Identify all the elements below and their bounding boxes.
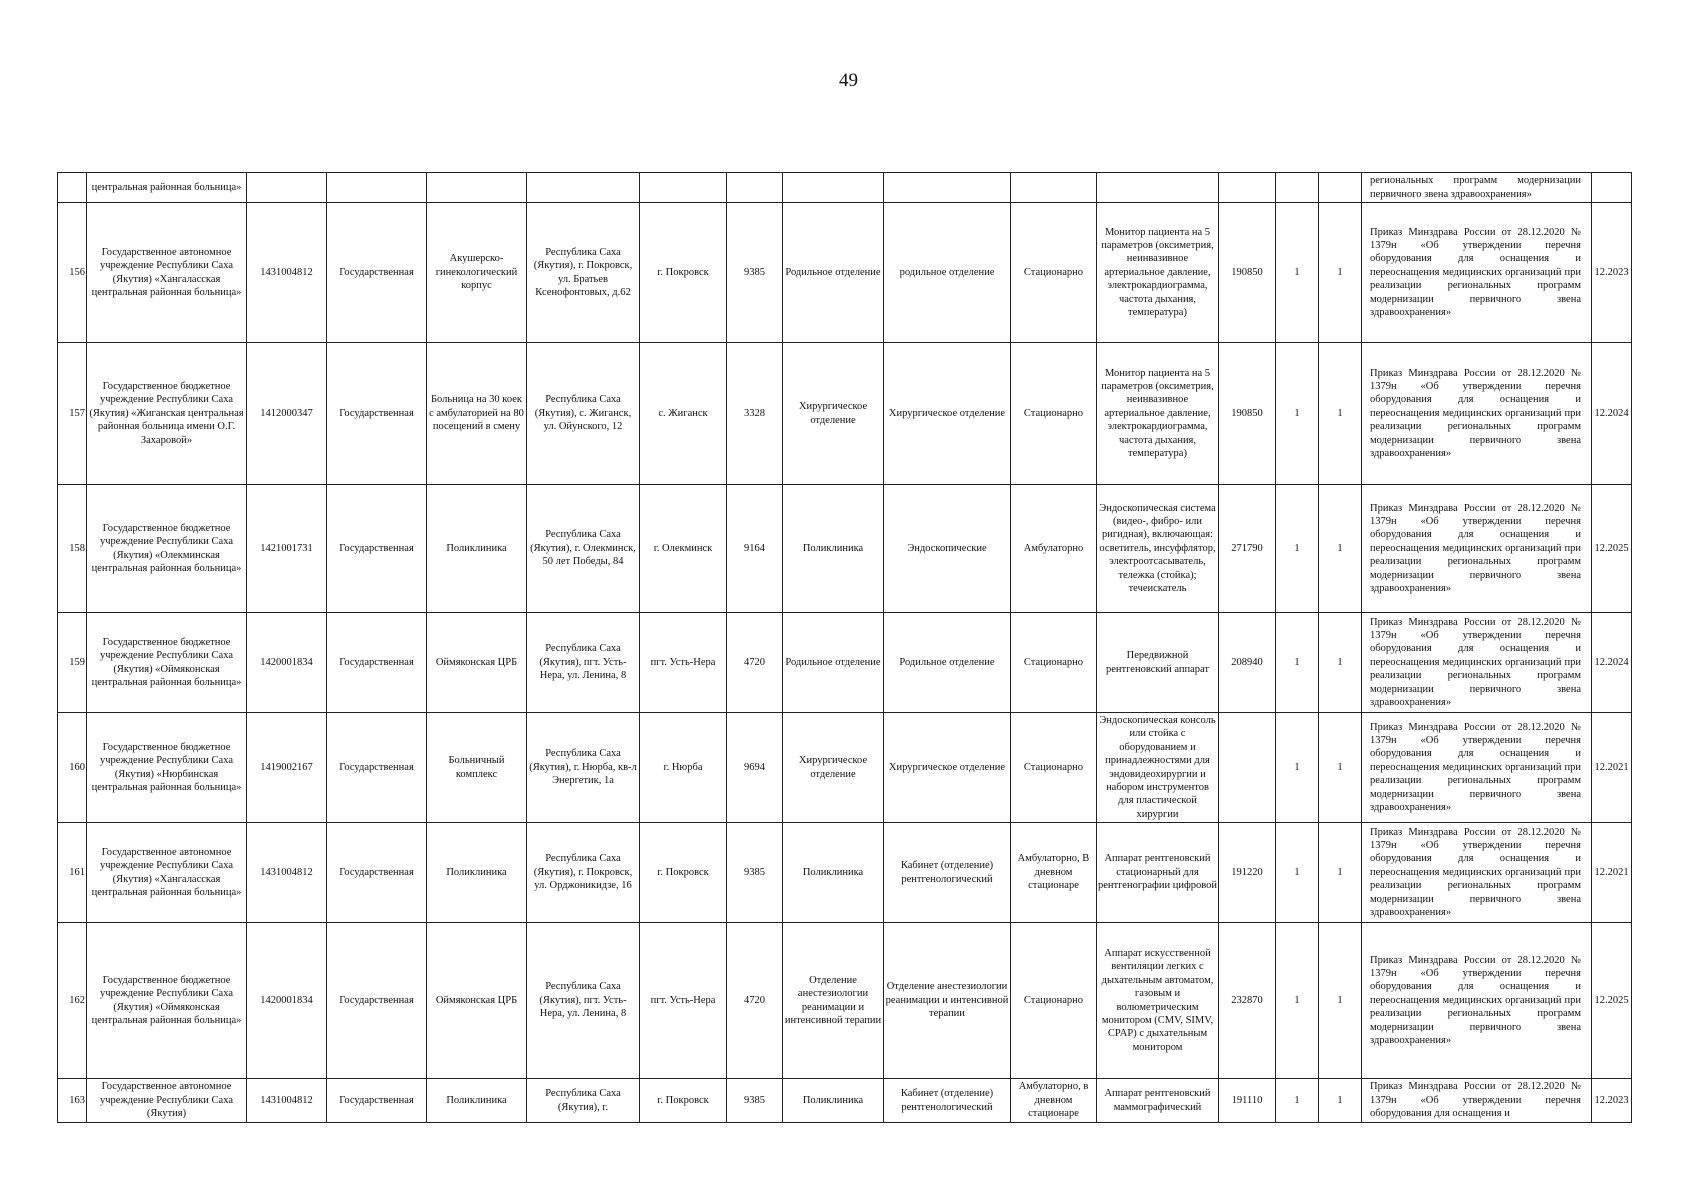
legal-basis: Приказ Минздрава России от 28.12.2020 № 1379н «Об утверждении перечня оборудования для оснащения и переоснащения медицинских организаций при реализации региональных программ модернизации первичного звена здравоохранения» — [1362, 713, 1592, 823]
delivery-date: 12.2025 — [1592, 485, 1632, 613]
table-row — [58, 823, 1632, 923]
locality-code: 4720 — [727, 923, 783, 1079]
quantity-total: 1 — [1319, 923, 1362, 1079]
table-row — [58, 923, 1632, 1079]
row-number: 158 — [58, 485, 87, 613]
locality-code: 9385 — [727, 1079, 783, 1123]
quantity-planned: 1 — [1276, 1079, 1319, 1123]
organization-inn: 1419002167 — [247, 713, 327, 823]
department-name: родильное отделение — [884, 203, 1011, 343]
ownership-form: Государственная — [327, 1079, 427, 1123]
legal-basis: Приказ Минздрава России от 28.12.2020 № 1379н «Об утверждении перечня оборудования для оснащения и переоснащения медицинских организаций при реализации региональных программ модернизации первичного звена здравоохранения» — [1362, 343, 1592, 485]
equipment-price — [1219, 173, 1276, 203]
quantity-planned: 1 — [1276, 823, 1319, 923]
locality: г. Покровск — [640, 203, 727, 343]
ownership-form: Государственная — [327, 923, 427, 1079]
legal-basis: Приказ Минздрава России от 28.12.2020 № 1379н «Об утверждении перечня оборудования для оснащения и переоснащения медицинских организаций при реализации региональных программ модернизации первичного звена здравоохранения» — [1362, 485, 1592, 613]
building-name: Оймяконская ЦРБ — [427, 923, 527, 1079]
ownership-form: Государственная — [327, 713, 427, 823]
equipment-price: 190850 — [1219, 203, 1276, 343]
row-number: 157 — [58, 343, 87, 485]
row-number: 156 — [58, 203, 87, 343]
quantity-total: 1 — [1319, 713, 1362, 823]
equipment-name: Передвижной рентгеновский аппарат — [1097, 613, 1219, 713]
table-row — [58, 485, 1632, 613]
locality: г. Покровск — [640, 1079, 727, 1123]
delivery-date: 12.2023 — [1592, 203, 1632, 343]
ownership-form: Государственная — [327, 613, 427, 713]
equipment-price — [1219, 713, 1276, 823]
organization-name: центральная районная больница» — [87, 173, 247, 203]
division-name: Родильное отделение — [783, 203, 884, 343]
quantity-total: 1 — [1319, 823, 1362, 923]
address: Республика Саха (Якутия), г. Покровск, ул. Орджоникидзе, 16 — [527, 823, 640, 923]
division-name: Отделение анестезиологии реанимации и интенсивной терапии — [783, 923, 884, 1079]
locality-code: 4720 — [727, 613, 783, 713]
equipment-price: 191220 — [1219, 823, 1276, 923]
department-name: Эндоскопические — [884, 485, 1011, 613]
organization-inn: 1420001834 — [247, 613, 327, 713]
division-name: Хирургическое отделение — [783, 713, 884, 823]
care-type: Стационарно — [1011, 613, 1097, 713]
table-row — [58, 713, 1632, 823]
building-name: Больничный комплекс — [427, 713, 527, 823]
ownership-form: Государственная — [327, 823, 427, 923]
delivery-date: 12.2023 — [1592, 1079, 1632, 1123]
address: Республика Саха (Якутия), пгт. Усть-Нера, ул. Ленина, 8 — [527, 923, 640, 1079]
delivery-date: 12.2024 — [1592, 613, 1632, 713]
row-number — [58, 173, 87, 203]
organization-inn: 1420001834 — [247, 923, 327, 1079]
legal-basis: региональных программ модернизации первичного звена здравоохранения» — [1362, 173, 1592, 203]
legal-basis: Приказ Минздрава России от 28.12.2020 № 1379н «Об утверждении перечня оборудования для оснащения и переоснащения медицинских организаций при реализации региональных программ модернизации первичного звена здравоохранения» — [1362, 823, 1592, 923]
locality-code: 9164 — [727, 485, 783, 613]
quantity-planned: 1 — [1276, 713, 1319, 823]
quantity-planned: 1 — [1276, 923, 1319, 1079]
locality: пгт. Усть-Нера — [640, 613, 727, 713]
equipment-name: Аппарат рентгеновский маммографический — [1097, 1079, 1219, 1123]
division-name: Хирургическое отделение — [783, 343, 884, 485]
table-row — [58, 613, 1632, 713]
legal-basis: Приказ Минздрава России от 28.12.2020 № 1379н «Об утверждении перечня оборудования для оснащения и — [1362, 1079, 1592, 1123]
equipment-name — [1097, 173, 1219, 203]
building-name — [427, 173, 527, 203]
table-row — [58, 1079, 1632, 1123]
division-name: Поликлиника — [783, 1079, 884, 1123]
care-type — [1011, 173, 1097, 203]
organization-name: Государственное автономное учреждение Республики Саха (Якутия) «Хангаласская центральная районная больница» — [87, 203, 247, 343]
equipment-name: Монитор пациента на 5 параметров (оксиметрия, неинвазивное артериальное давление, электрокардиограмма, частота дыхания, температура) — [1097, 203, 1219, 343]
department-name: Кабинет (отделение) рентгенологический — [884, 1079, 1011, 1123]
address: Республика Саха (Якутия), пгт. Усть-Нера, ул. Ленина, 8 — [527, 613, 640, 713]
organization-name: Государственное автономное учреждение Республики Саха (Якутия) — [87, 1079, 247, 1123]
locality — [640, 173, 727, 203]
address: Республика Саха (Якутия), г. Нюрба, кв-л Энергетик, 1а — [527, 713, 640, 823]
building-name: Акушерско-гинекологический корпус — [427, 203, 527, 343]
division-name: Поликлиника — [783, 823, 884, 923]
address: Республика Саха (Якутия), с. Жиганск, ул. Ойунского, 12 — [527, 343, 640, 485]
locality: г. Покровск — [640, 823, 727, 923]
equipment-price: 190850 — [1219, 343, 1276, 485]
row-number: 160 — [58, 713, 87, 823]
organization-inn — [247, 173, 327, 203]
address: Республика Саха (Якутия), г. Покровск, ул. Братьев Ксенофонтовых, д.62 — [527, 203, 640, 343]
delivery-date: 12.2024 — [1592, 343, 1632, 485]
locality-code: 9694 — [727, 713, 783, 823]
row-number: 162 — [58, 923, 87, 1079]
care-type: Амбулаторно, В дневном стационаре — [1011, 823, 1097, 923]
department-name: Хирургическое отделение — [884, 343, 1011, 485]
equipment-table — [57, 172, 1632, 1123]
table-row — [58, 203, 1632, 343]
quantity-total — [1319, 173, 1362, 203]
locality: с. Жиганск — [640, 343, 727, 485]
organization-name: Государственное бюджетное учреждение Республики Саха (Якутия) «Оймяконская центральная районная больница» — [87, 613, 247, 713]
quantity-total: 1 — [1319, 613, 1362, 713]
legal-basis: Приказ Минздрава России от 28.12.2020 № 1379н «Об утверждении перечня оборудования для оснащения и переоснащения медицинских организаций при реализации региональных программ модернизации первичного звена здравоохранения» — [1362, 923, 1592, 1079]
locality: г. Олекминск — [640, 485, 727, 613]
care-type: Стационарно — [1011, 203, 1097, 343]
quantity-planned — [1276, 173, 1319, 203]
equipment-name: Эндоскопическая система (видео-, фибро- или ригидная), включающая: осветитель, инсуффлятор, электроотсасыватель, тележка (стойка); течеискатель — [1097, 485, 1219, 613]
locality-code: 9385 — [727, 823, 783, 923]
ownership-form: Государственная — [327, 203, 427, 343]
address: Республика Саха (Якутия), г. — [527, 1079, 640, 1123]
organization-name: Государственное бюджетное учреждение Республики Саха (Якутия) «Жиганская центральная районная больница имени О.Г. Захаровой» — [87, 343, 247, 485]
row-number: 159 — [58, 613, 87, 713]
division-name — [783, 173, 884, 203]
locality: г. Нюрба — [640, 713, 727, 823]
equipment-price: 232870 — [1219, 923, 1276, 1079]
department-name: Отделение анестезиологии реанимации и интенсивной терапии — [884, 923, 1011, 1079]
equipment-price: 271790 — [1219, 485, 1276, 613]
building-name: Оймяконская ЦРБ — [427, 613, 527, 713]
equipment-price: 191110 — [1219, 1079, 1276, 1123]
quantity-total: 1 — [1319, 1079, 1362, 1123]
organization-name: Государственное бюджетное учреждение Республики Саха (Якутия) «Олекминская центральная районная больница» — [87, 485, 247, 613]
delivery-date: 12.2021 — [1592, 823, 1632, 923]
department-name: Кабинет (отделение) рентгенологический — [884, 823, 1011, 923]
equipment-name: Монитор пациента на 5 параметров (оксиметрия, неинвазивное артериальное давление, электрокардиограмма, частота дыхания, температура) — [1097, 343, 1219, 485]
organization-inn: 1421001731 — [247, 485, 327, 613]
organization-inn: 1431004812 — [247, 1079, 327, 1123]
organization-inn: 1431004812 — [247, 823, 327, 923]
department-name: Хирургическое отделение — [884, 713, 1011, 823]
quantity-planned: 1 — [1276, 203, 1319, 343]
department-name — [884, 173, 1011, 203]
building-name: Поликлиника — [427, 1079, 527, 1123]
address: Республика Саха (Якутия), г. Олекминск, 50 лет Победы, 84 — [527, 485, 640, 613]
quantity-planned: 1 — [1276, 485, 1319, 613]
building-name: Поликлиника — [427, 823, 527, 923]
equipment-price: 208940 — [1219, 613, 1276, 713]
organization-inn: 1431004812 — [247, 203, 327, 343]
address — [527, 173, 640, 203]
care-type: Амбулаторно — [1011, 485, 1097, 613]
care-type: Стационарно — [1011, 713, 1097, 823]
division-name: Поликлиника — [783, 485, 884, 613]
quantity-total: 1 — [1319, 485, 1362, 613]
locality-code: 9385 — [727, 203, 783, 343]
delivery-date: 12.2021 — [1592, 713, 1632, 823]
table-row — [58, 343, 1632, 485]
equipment-name: Аппарат рентгеновский стационарный для рентгенографии цифровой — [1097, 823, 1219, 923]
building-name: Больница на 30 коек с амбулаторией на 80 посещений в смену — [427, 343, 527, 485]
locality-code: 3328 — [727, 343, 783, 485]
organization-name: Государственное автономное учреждение Республики Саха (Якутия) «Хангаласская центральная районная больница» — [87, 823, 247, 923]
organization-inn: 1412000347 — [247, 343, 327, 485]
department-name: Родильное отделение — [884, 613, 1011, 713]
organization-name: Государственное бюджетное учреждение Республики Саха (Якутия) «Нюрбинская центральная районная больница» — [87, 713, 247, 823]
care-type: Стационарно — [1011, 343, 1097, 485]
quantity-total: 1 — [1319, 203, 1362, 343]
legal-basis: Приказ Минздрава России от 28.12.2020 № 1379н «Об утверждении перечня оборудования для оснащения и переоснащения медицинских организаций при реализации региональных программ модернизации первичного звена здравоохранения» — [1362, 613, 1592, 713]
delivery-date — [1592, 173, 1632, 203]
care-type: Амбулаторно, в дневном стационаре — [1011, 1079, 1097, 1123]
care-type: Стационарно — [1011, 923, 1097, 1079]
locality: пгт. Усть-Нера — [640, 923, 727, 1079]
delivery-date: 12.2025 — [1592, 923, 1632, 1079]
equipment-name: Эндоскопическая консоль или стойка с оборудованием и принадлежностями для эндовидеохирургии и набором инструментов для пластической хирургии — [1097, 713, 1219, 823]
legal-basis: Приказ Минздрава России от 28.12.2020 № 1379н «Об утверждении перечня оборудования для оснащения и переоснащения медицинских организаций при реализации региональных программ модернизации первичного звена здравоохранения» — [1362, 203, 1592, 343]
quantity-planned: 1 — [1276, 343, 1319, 485]
building-name: Поликлиника — [427, 485, 527, 613]
locality-code — [727, 173, 783, 203]
ownership-form: Государственная — [327, 485, 427, 613]
table-row — [58, 173, 1632, 203]
page-number: 49 — [839, 70, 858, 91]
quantity-total: 1 — [1319, 343, 1362, 485]
quantity-planned: 1 — [1276, 613, 1319, 713]
equipment-name: Аппарат искусственной вентиляции легких с дыхательным автоматом, газовым и волюметрическим монитором (CMV, SIMV, CPAP) с дыхательным монитором — [1097, 923, 1219, 1079]
ownership-form — [327, 173, 427, 203]
row-number: 161 — [58, 823, 87, 923]
row-number: 163 — [58, 1079, 87, 1123]
division-name: Родильное отделение — [783, 613, 884, 713]
organization-name: Государственное бюджетное учреждение Республики Саха (Якутия) «Оймяконская центральная районная больница» — [87, 923, 247, 1079]
ownership-form: Государственная — [327, 343, 427, 485]
